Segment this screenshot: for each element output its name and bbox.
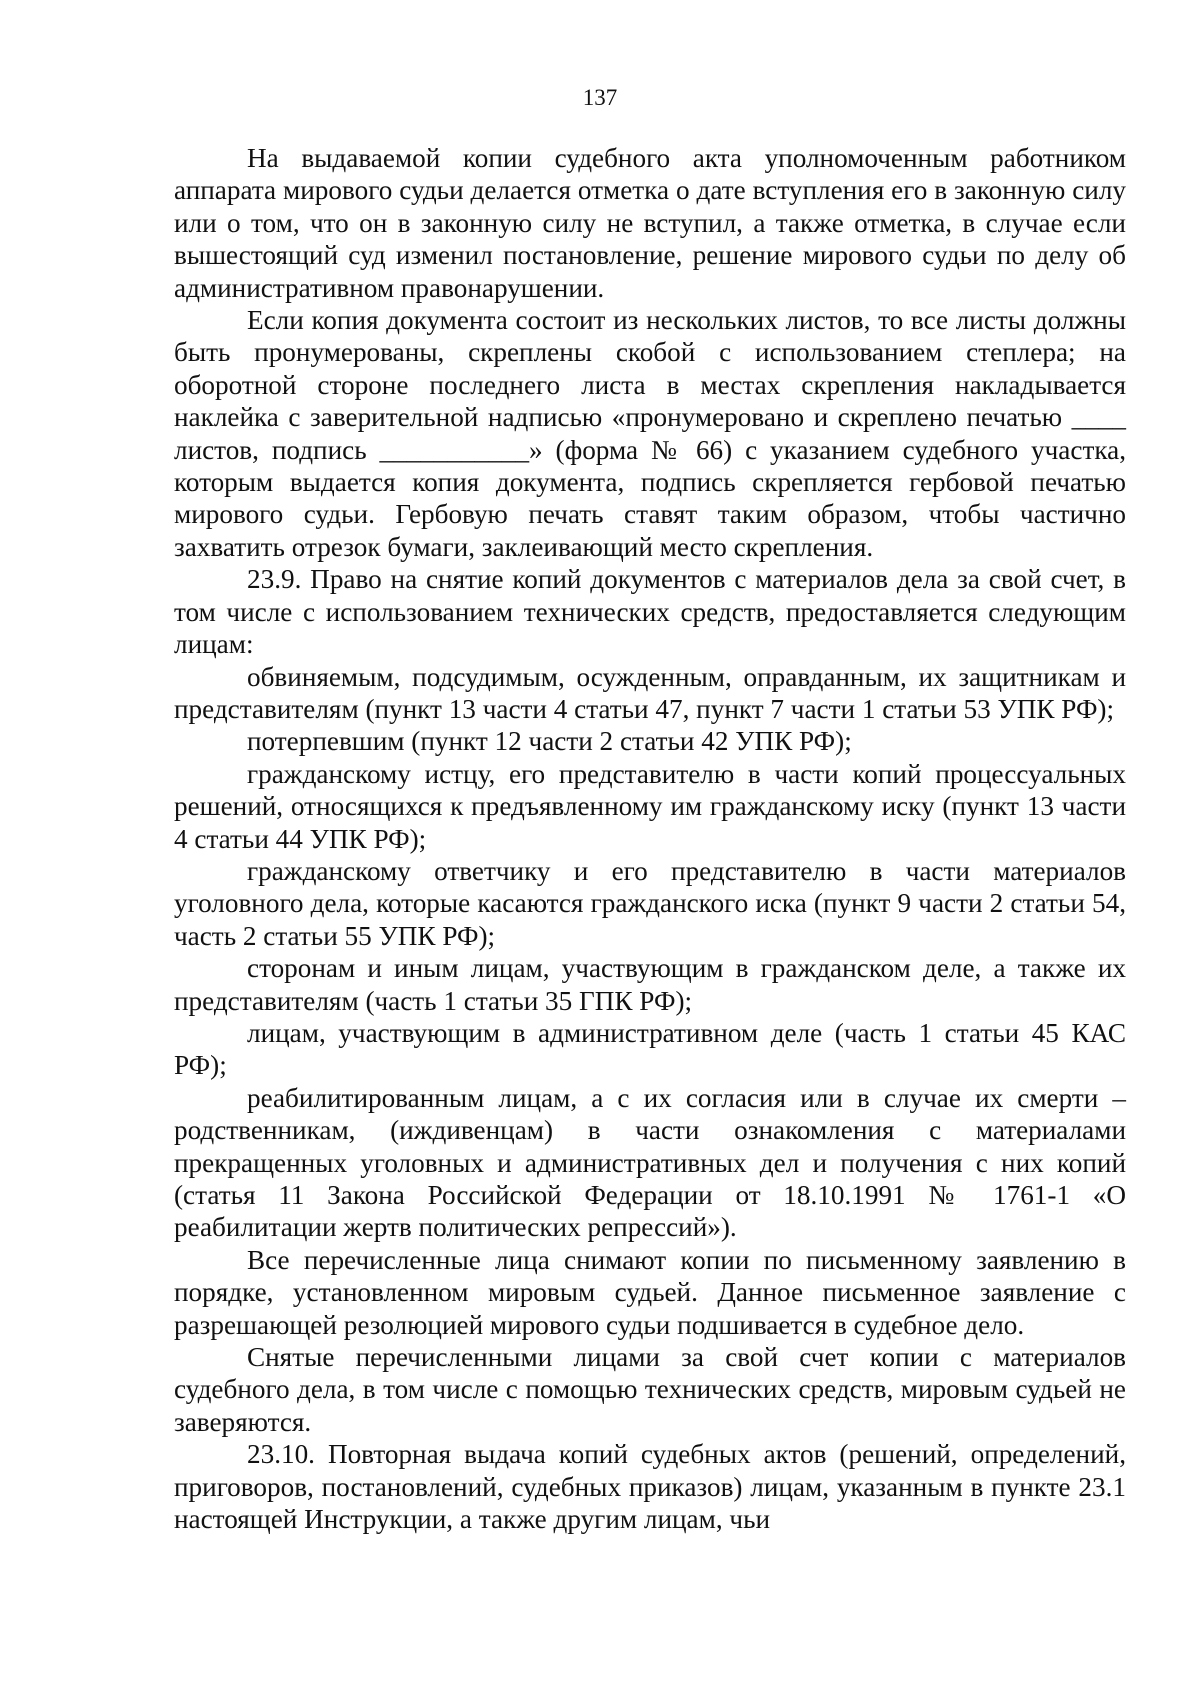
- list-item-victims: потерпевшим (пункт 12 части 2 статьи 42 УПК РФ);: [247, 726, 852, 757]
- paragraph-23-9: 23.9. Право на снятие копий документов с материалов дела за свой счет, в том числе с использованием технических средств, предоставляется следующим лицам:: [174, 564, 1126, 660]
- list-item-civil-defendant: гражданскому ответчику и его представителю в части материалов уголовного дела, которые касаются гражданского иска (пункт 9 части 2 статьи 54, часть 2 статьи 55 УПК РФ);: [174, 855, 1126, 951]
- paragraph-23-10: 23.10. Повторная выдача копий судебных актов (решений, определений, приговоров, постановлений, судебных приказов) лицам, указанным в пункте 23.1 настоящей Инструкции, а также другим лицам, чьи: [174, 1439, 1126, 1535]
- page-number: 137: [582, 85, 618, 110]
- paragraph-copy-mark: На выдаваемой копии судебного акта уполномоченным работником аппарата мирового судьи делается отметка о дате вступления его в законную силу или о том, что он в законную силу не вступил, а также отметка, в случае если вышестоящий суд изменил постановление, решение мирового судьи по делу об административном правонарушении.: [174, 143, 1126, 303]
- list-item-accused: обвиняемым, подсудимым, осужденным, оправданным, их защитникам и представителям (пункт 13 части 4 статьи 47, пункт 7 части 1 статьи 53 УПК РФ);: [174, 661, 1126, 724]
- paragraph-multi-sheet-copy: Если копия документа состоит из нескольких листов, то все листы должны быть пронумерованы, скреплены скобой с использованием степлера; на оборотной стороне последнего листа в местах скрепления накладывается наклейка с заверительной надписью «пронумеровано и скреплено печатью ____ листов, подпись ___________» (форма № 66) с указанием судебного участка, которым выдается копия документа, подпись скрепляется гербовой печатью мирового судьи. Гербовую печать ставят таким образом, чтобы частично захватить отрезок бумаги, заклеивающий место скрепления.: [174, 305, 1126, 562]
- list-item-civil-plaintiff: гражданскому истцу, его представителю в части копий процессуальных решений, относящихся к предъявленному им гражданскому иску (пункт 13 части 4 статьи 44 УПК РФ);: [174, 758, 1126, 854]
- document-body: [174, 142, 1126, 1535]
- list-item-administrative-case-parties: лицам, участвующим в административном деле (часть 1 статьи 45 КАС РФ);: [174, 1017, 1126, 1081]
- paragraph-written-application: Все перечисленные лица снимают копии по письменному заявлению в порядке, установленном мировым судьей. Данное письменное заявление с разрешающей резолюцией мирового судьи подшивается в судебное дело.: [174, 1244, 1126, 1340]
- paragraph-copies-not-certified: Снятые перечисленными лицами за свой счет копии с материалов судебного дела, в том числе с помощью технических средств, мировым судьей не заверяются.: [174, 1342, 1126, 1437]
- list-item-rehabilitated-persons: реабилитированным лицам, а с их согласия или в случае их смерти – родственникам, (иждивенцам) в части ознакомления с материалами прекращенных уголовных и административных дел и получения с них копий (статья 11 Закона Российской Федерации от 18.10.1991 № 1761-1 «О реабилитации жертв политических репрессий»).: [174, 1082, 1126, 1243]
- list-item-civil-case-parties: сторонам и иным лицам, участвующим в гражданском деле, а также их представителям (часть 1 статьи 35 ГПК РФ);: [174, 953, 1126, 1016]
